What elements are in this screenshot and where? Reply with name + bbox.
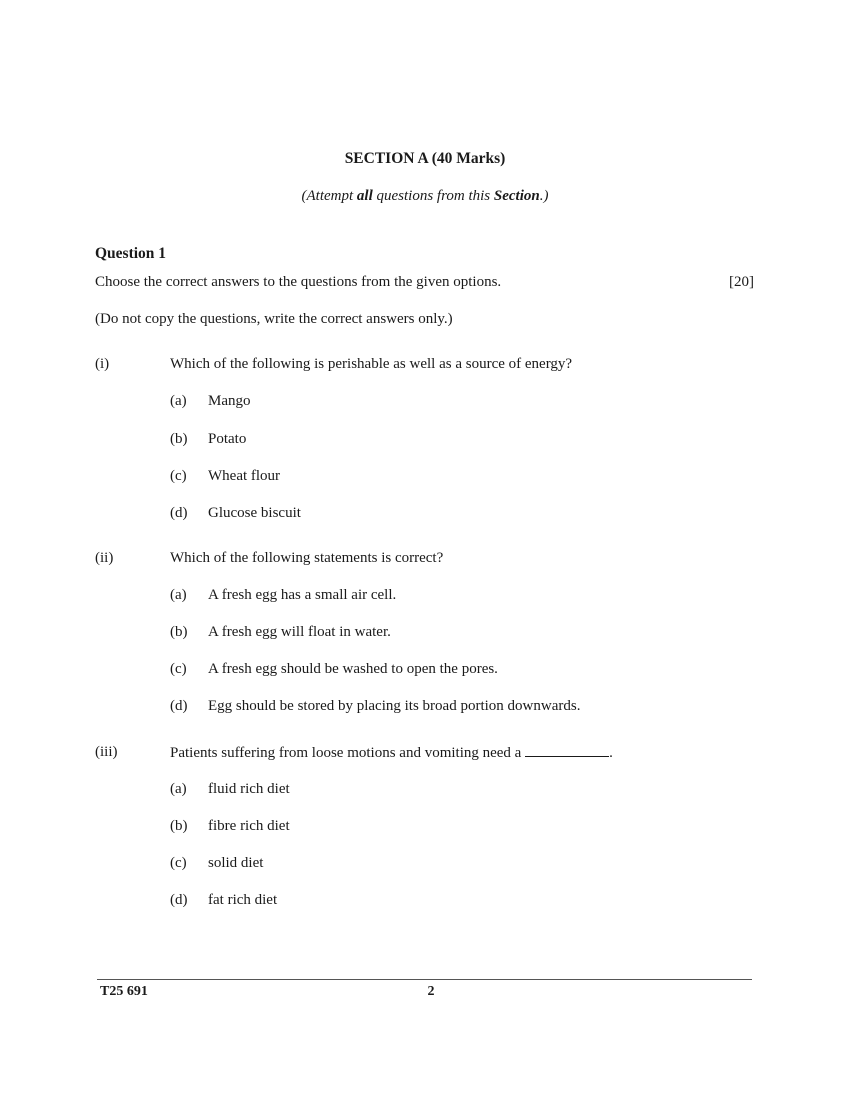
option-letter: (c) <box>170 661 187 677</box>
option-letter: (b) <box>170 624 188 640</box>
item-text: Which of the following statements is correct? <box>170 550 444 566</box>
option-letter: (d) <box>170 698 188 714</box>
option-letter: (c) <box>170 855 187 871</box>
section-title: SECTION A (40 Marks) <box>344 150 506 167</box>
question-instruction: Choose the correct answers to the questions from the given options. <box>95 274 502 290</box>
answer-blank <box>525 744 609 757</box>
option-text: solid diet <box>208 855 264 871</box>
option-text: Glucose biscuit <box>208 505 301 521</box>
option-letter: (a) <box>170 781 187 797</box>
section-instruction <box>0 188 850 205</box>
option-text: A fresh egg has a small air cell. <box>208 587 397 603</box>
note-prefix: (Attempt <box>301 188 357 204</box>
item-number: (ii) <box>95 550 114 566</box>
option-letter: (b) <box>170 818 188 834</box>
note-suffix: .) <box>539 188 549 204</box>
option-letter: (b) <box>170 431 188 447</box>
note-bold-all: all <box>356 188 373 204</box>
footer-divider <box>97 979 752 980</box>
option-text: fibre rich diet <box>208 818 290 834</box>
option-letter: (d) <box>170 505 188 521</box>
item-text-with-blank <box>170 744 613 762</box>
question-note: (Do not copy the questions, write the correct answers only.) <box>95 311 453 327</box>
option-letter: (c) <box>170 468 187 484</box>
note-bold-section: Section <box>493 188 540 204</box>
item-text: Which of the following is perishable as well as a source of energy? <box>170 356 573 372</box>
option-text: fluid rich diet <box>208 781 290 797</box>
paper-code: T25 691 <box>100 984 148 999</box>
option-text: fat rich diet <box>208 892 278 908</box>
option-text: Egg should be stored by placing its broad portion downwards. <box>208 698 581 714</box>
option-text: Potato <box>208 431 247 447</box>
item-text: Patients suffering from loose motions and vomiting need a <box>170 745 522 761</box>
item-number: (iii) <box>95 744 118 760</box>
option-text: Mango <box>208 393 251 409</box>
item-number: (i) <box>95 356 110 372</box>
option-text: Wheat flour <box>208 468 281 484</box>
question-heading: Question 1 <box>95 245 167 262</box>
question-marks: [20] <box>729 274 754 290</box>
note-middle: questions from this <box>372 188 494 204</box>
option-letter: (a) <box>170 587 187 603</box>
item-text-end: . <box>609 745 613 761</box>
option-letter: (d) <box>170 892 188 908</box>
option-text: A fresh egg will float in water. <box>208 624 391 640</box>
option-letter: (a) <box>170 393 187 409</box>
page-number: 2 <box>427 984 435 999</box>
option-text: A fresh egg should be washed to open the pores. <box>208 661 498 677</box>
